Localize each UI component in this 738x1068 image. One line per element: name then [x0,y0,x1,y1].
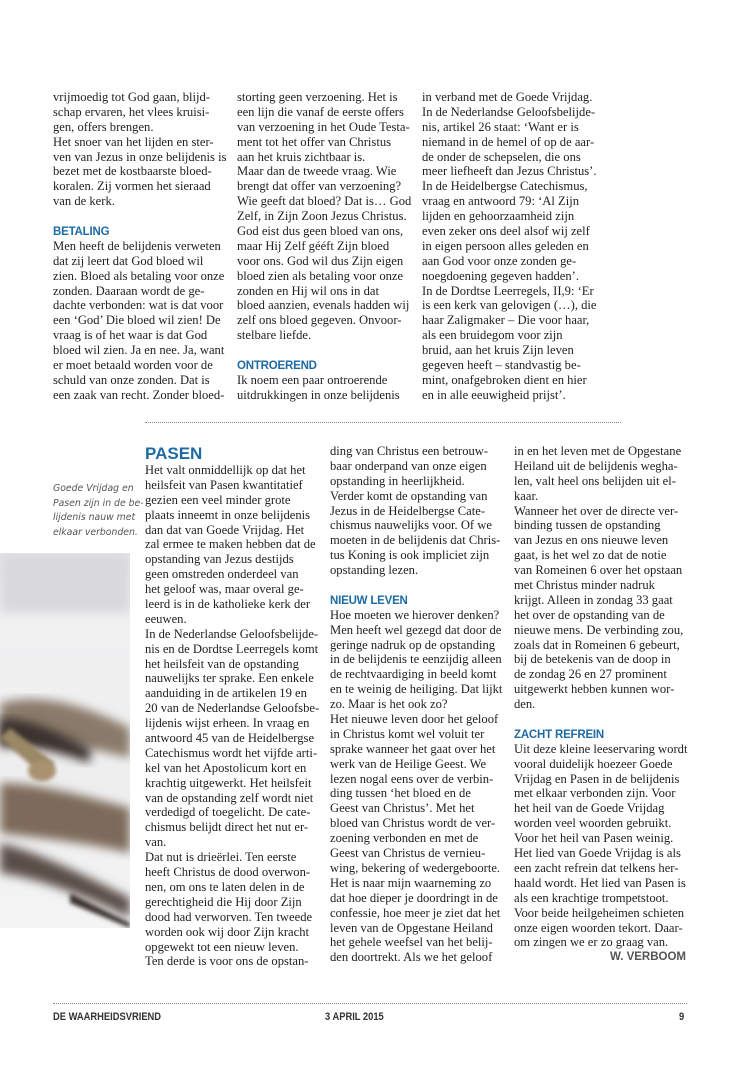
text-line: krijgt. Alleen in zondag 33 gaat [514,592,673,607]
text-line: er moet betaald worden voor de [53,358,213,373]
text-line: is een kerk van gelovigen (…), die [422,298,597,313]
text-line: gerechtigheid die Hij door Zijn [145,894,302,909]
text-column [514,444,696,965]
text-line: geen omstreden onderdeel van [145,567,299,582]
text-line: opgewekt tot een nieuw leven. [145,939,299,954]
paragraph-spacer [514,712,696,727]
text-line: van de kerk. [53,194,115,209]
text-line: len, valt heel ons belijden uit el- [514,473,676,488]
text-line: het heil van de Goede Vrijdag [514,801,665,816]
text-line: zonden en Hij wil ons in dat [237,283,380,298]
text-line: geringe nadruk op de opstanding [330,637,496,652]
text-line: en in alle eeuwigheid prijst’. [422,387,566,402]
text-line: vraag is of het waar is dat God [53,328,208,343]
text-line: worden ook wij door Zijn kracht [145,924,310,939]
text-line: ven van Jezus in onze belijdenis is [53,149,227,164]
text-line: mint, onafgebroken dient en hier [422,372,587,387]
text-line: Geest van Christus de vernieu- [330,846,486,861]
text-line: vooral duidelijk hoezeer Goede [514,756,673,771]
text-line: eeuwen. [145,611,187,626]
text-line: den doortrekt. Als we het geloof [330,950,493,965]
text-line: vrijmoedig tot God gaan, blijd- [53,90,211,104]
text-line: een zacht refrein dat telkens her- [514,860,679,875]
text-line: voor ons. God wil dus Zijn eigen [237,253,404,268]
text-line: baar onderpand van onze eigen [330,458,487,473]
text-line: de zondag 26 en 27 prominent [514,667,667,682]
text-line: wing, bekering of wedergeboorte. [330,860,501,875]
text-line: Vrijdag en Pasen in de belijdenis [514,771,680,786]
caption-line: Goede Vrijdag en [53,483,134,494]
section-divider [145,422,621,423]
text-line: Ten derde is voor ons de opstan- [145,954,309,969]
text-line: confessie, hoe meer je ziet dat het [330,905,501,920]
text-line: dat hoe dieper je doordringt in de [330,890,498,905]
text-line: gegeven heeft – standvastig be- [422,358,581,373]
text-line: haar Zaligmaker – Die voor haar, [422,313,590,328]
text-line: uitdrukkingen in onze belijdenis [237,387,400,402]
text-line: een zaak van recht. Zonder bloed- [53,387,225,402]
text-line: van. [145,835,167,850]
text-line: gaat, is het wel zo dat de notie [514,548,667,563]
text-line: bij de betekenis van de doop in [514,652,671,667]
text-line: het gehele weefsel van het belij- [330,935,493,950]
text-line: opstanding van Jezus destijds [145,552,294,567]
section-heading: BETALING [53,226,110,239]
text-line: zonden. Daaraan wordt de ge- [53,283,205,298]
text-line: zo. Maar is het ook zo? [330,697,448,712]
text-line: moeten in de belijdenis dat Chris- [330,533,501,548]
text-line: Geest van Christus’. Met het [330,801,475,816]
text-line: zoals dat in Romeinen 6 gebeurt, [514,637,680,652]
text-line: Verder komt de opstanding van [330,488,488,503]
text-line: niemand in de hemel of op de aar- [422,134,595,149]
paragraph-spacer [237,343,419,358]
text-line: koralen. Zij vormen het sieraad [53,179,211,194]
author-byline: W. VERBOOM [609,951,686,964]
text-line: dood had verworven. Ten tweede [145,909,313,924]
text-line: lezen nogal eens over de verbin- [330,771,494,786]
text-line: chismus belijdt direct het nut er- [145,820,309,835]
text-line: tus Koning is ook impliciet zijn [330,548,490,563]
text-line: Het nieuwe leven door het geloof [330,712,499,727]
text-line: 20 van de Nederlandse Geloofsbe- [145,701,320,716]
text-line: zelf ons bloed gegeven. Onvoor- [237,313,402,328]
text-line: bloed wil zien. Ja en nee. Ja, want [53,343,225,358]
footer-divider [53,1003,687,1004]
text-line: van de opstanding zelf wordt niet [145,790,314,805]
text-line: antwoord 45 van de Heidelbergse [145,731,315,746]
text-line: Hoe moeten we hierover denken? [330,607,500,622]
text-line: om zingen we er zo graag van. [514,935,669,950]
text-line: als een krachtige trompetstoot. [514,890,669,905]
text-line: schuld van onze zonden. Dat is [53,372,210,387]
text-line: ment tot het offer van Christus [237,134,392,149]
text-line: Het lied van Goede Vrijdag is als [514,846,681,861]
text-line: een lijn die vanaf de eerste offers [237,104,404,119]
text-line: zoening verbonden en met de [330,831,479,846]
text-line: kel van het Apostolicum kort en [145,760,307,775]
text-line: Dat nut is drieërlei. Ten eerste [145,850,297,865]
text-line: nis en de Dordtse Leerregels komt [145,641,319,656]
text-line: van verzoening in het Oude Testa- [237,119,410,134]
text-line: meer liefheeft dan Jezus Christus’. [422,164,597,179]
text-line: nauwelijks ter sprake. Een enkele [145,671,314,686]
text-line: Maar dan de tweede vraag. Wie [237,164,397,179]
text-line: noegdoening gegeven hadden’. [422,268,580,283]
caption-line: Pasen zijn in de be- [53,497,144,509]
text-line: in de belijdenis te eenzijdig alleen [330,652,502,667]
text-line: zien. Bloed als betaling voor onze [53,268,225,283]
caption-line: lijdenis nauw met [53,512,136,524]
text-line: nieuwe mens. De verbinding zou, [514,622,684,637]
section-heading: ONTROEREND [237,360,317,373]
text-line: lijdenis wijst erheen. In vraag en [145,716,310,731]
text-line: bloed van Christus wordt de ver- [330,816,496,831]
footer-date: 3 APRIL 2015 [325,1011,384,1023]
text-line: aanduiding in de artikelen 19 en [145,686,307,701]
text-line: Voor beide heilgeheimen schieten [514,905,685,920]
text-line: storting geen verzoening. Het is [237,90,398,104]
text-column [237,90,419,403]
text-line: even zeker ons deel alsof wij zelf [422,224,590,239]
text-line: het heilsfeit van de opstanding [145,656,299,671]
branch-photo [0,553,130,928]
text-line: in Christus komt wel voluit ter [330,726,485,741]
text-line: vraag en antwoord 79: ‘Al Zijn [422,194,580,209]
text-line: stelbare liefde. [237,328,312,343]
text-line: worden veel woorden gebruikt. [514,816,672,831]
text-line: verdedigd of toegelicht. De cate- [145,805,311,820]
text-line: heeft Christus de dood overwon- [145,865,311,880]
text-line: zal ermee te maken hebben dat de [145,537,316,552]
text-line: In de Nederlandse Geloofsbelijde- [422,104,596,119]
text-line: Men heeft de belijdenis verweten [53,238,221,253]
text-line: heilsfeit van Pasen kwantitatief [145,477,303,492]
text-line: Jezus in de Heidelbergse Cate- [330,503,486,518]
text-line: met elkaar verbonden zijn. Voor [514,786,676,801]
text-line: ding tussen ‘het bloed en de [330,786,471,801]
text-line: van Romeinen 6 over het opstaan [514,563,683,578]
text-line: Men heeft wel gezegd dat door de [330,622,502,637]
text-line: haald wordt. Het lied van Pasen is [514,875,686,890]
text-line: bloed zien als betaling voor onze [237,268,404,283]
text-line: ding van Christus een betrouw- [330,444,489,458]
text-line: het over de opstanding van de [514,607,665,622]
text-line: opstanding lezen. [330,563,419,578]
text-line: de onder de schepselen, die ons [422,149,581,164]
text-line: gen, offers brengen. [53,119,154,134]
text-line: brengt dat offer van verzoening? [237,179,402,194]
text-column [53,90,235,403]
text-line: aan God voor onze zonden ge- [422,253,577,268]
text-column [145,444,327,969]
text-line: Het is naar mijn waarneming zo [330,875,492,890]
text-line: In de Nederlandse Geloofsbelijde- [145,626,319,641]
text-line: leven van de Opgestane Heiland [330,920,493,935]
text-line: en te weinig de heiliging. Dat lijkt [330,682,503,697]
text-line: een ‘God’ Die bloed wil zien! De [53,313,221,328]
text-line: schap ervaren, het vlees kruisi- [53,104,210,119]
text-line: gezien een veel minder grote [145,492,291,507]
text-line: bloed aanzien, evenals hadden wij [237,298,410,313]
text-line: Het snoer van het lijden en ster- [53,134,214,149]
footer-publication: DE WAARHEIDSVRIEND [53,1011,162,1023]
text-line: kaar. [514,488,539,503]
section-heading: ZACHT REFREIN [514,728,605,741]
text-line: onze eigen woorden tekort. Daar- [514,920,683,935]
section-heading: NIEUW LEVEN [330,594,408,607]
text-line: In de Heidelbergse Catechismus, [422,179,588,194]
text-line: Het valt onmiddellijk op dat het [145,463,306,477]
text-line: met Christus minder nadruk [514,578,655,593]
paragraph-spacer [53,209,235,224]
text-line: in en het leven met de Opgestane [514,444,682,458]
text-line: opstanding in heerlijkheid. [330,473,465,488]
text-line: Wie geeft dat bloed? Dat is… God [237,194,412,209]
text-line: chismus nauwelijks voor. Of we [330,518,492,533]
text-line: Ik noem een paar ontroerende [237,372,388,387]
text-line: Catechismus wordt het vijfde arti- [145,745,318,760]
text-line: Uit deze kleine leeservaring wordt [514,741,688,756]
paragraph-spacer [330,578,512,593]
text-line: Voor het heil van Pasen weinig. [514,831,674,846]
text-line: werk van de Heilige Geest. We [330,756,487,771]
text-line: het geloof was, maar overal ge- [145,582,304,597]
text-line: als een bruidegom voor zijn [422,328,563,343]
text-line: maar Hij Zelf gééft Zijn bloed [237,238,390,253]
photo-caption [53,482,144,540]
text-line: krachtig uitgewerkt. Het heilsfeit [145,775,312,790]
text-line: uitgewerkt hebben kunnen wor- [514,682,675,697]
text-line: dat zij leert dat God bloed wil [53,253,204,268]
footer-page-number: 9 [679,1011,685,1023]
text-line: de rechtvaardiging in beeld komt [330,667,497,682]
text-line: bezet met de kostbaarste bloed- [53,164,212,179]
text-line: sprake wanneer het gaat over het [330,741,496,756]
text-line: God eist dus geen bloed van ons, [237,224,404,239]
text-line: den. [514,697,536,712]
text-line: binding tussen de opstanding [514,518,661,533]
text-line: dan dat van Goede Vrijdag. Het [145,522,305,537]
article-heading: PASEN [145,444,203,463]
text-line: In de Dordtse Leerregels, II,9: ‘Er [422,283,594,298]
text-line: van Jezus en ons nieuwe leven [514,533,669,548]
text-line: nen, om ons te laten delen in de [145,879,305,894]
text-line: nis, artikel 26 staat: ‘Want er is [422,119,579,134]
text-line: aan het kruis zichtbaar is. [237,149,366,164]
caption-line: elkaar verbonden. [53,526,138,538]
text-line: leerd is in de katholieke kerk der [145,597,311,612]
text-line: in verband met de Goede Vrijdag. [422,90,593,104]
text-line: plaats inneemt in onze belijdenis [145,507,311,522]
text-line: dachte verbonden: wat is dat voor [53,298,224,313]
text-line: in eigen persoon alles geleden en [422,238,589,253]
text-line: Heiland uit de belijdenis wegha- [514,458,678,473]
text-column [330,444,512,965]
text-line: Zelf, in Zijn Zoon Jezus Christus. [237,209,407,224]
text-column [422,90,604,403]
text-line: bruid, aan het kruis Zijn leven [422,343,574,358]
text-line: Wanneer het over de directe ver- [514,503,679,518]
text-line: lijden en gehoorzaamheid zijn [422,209,575,224]
